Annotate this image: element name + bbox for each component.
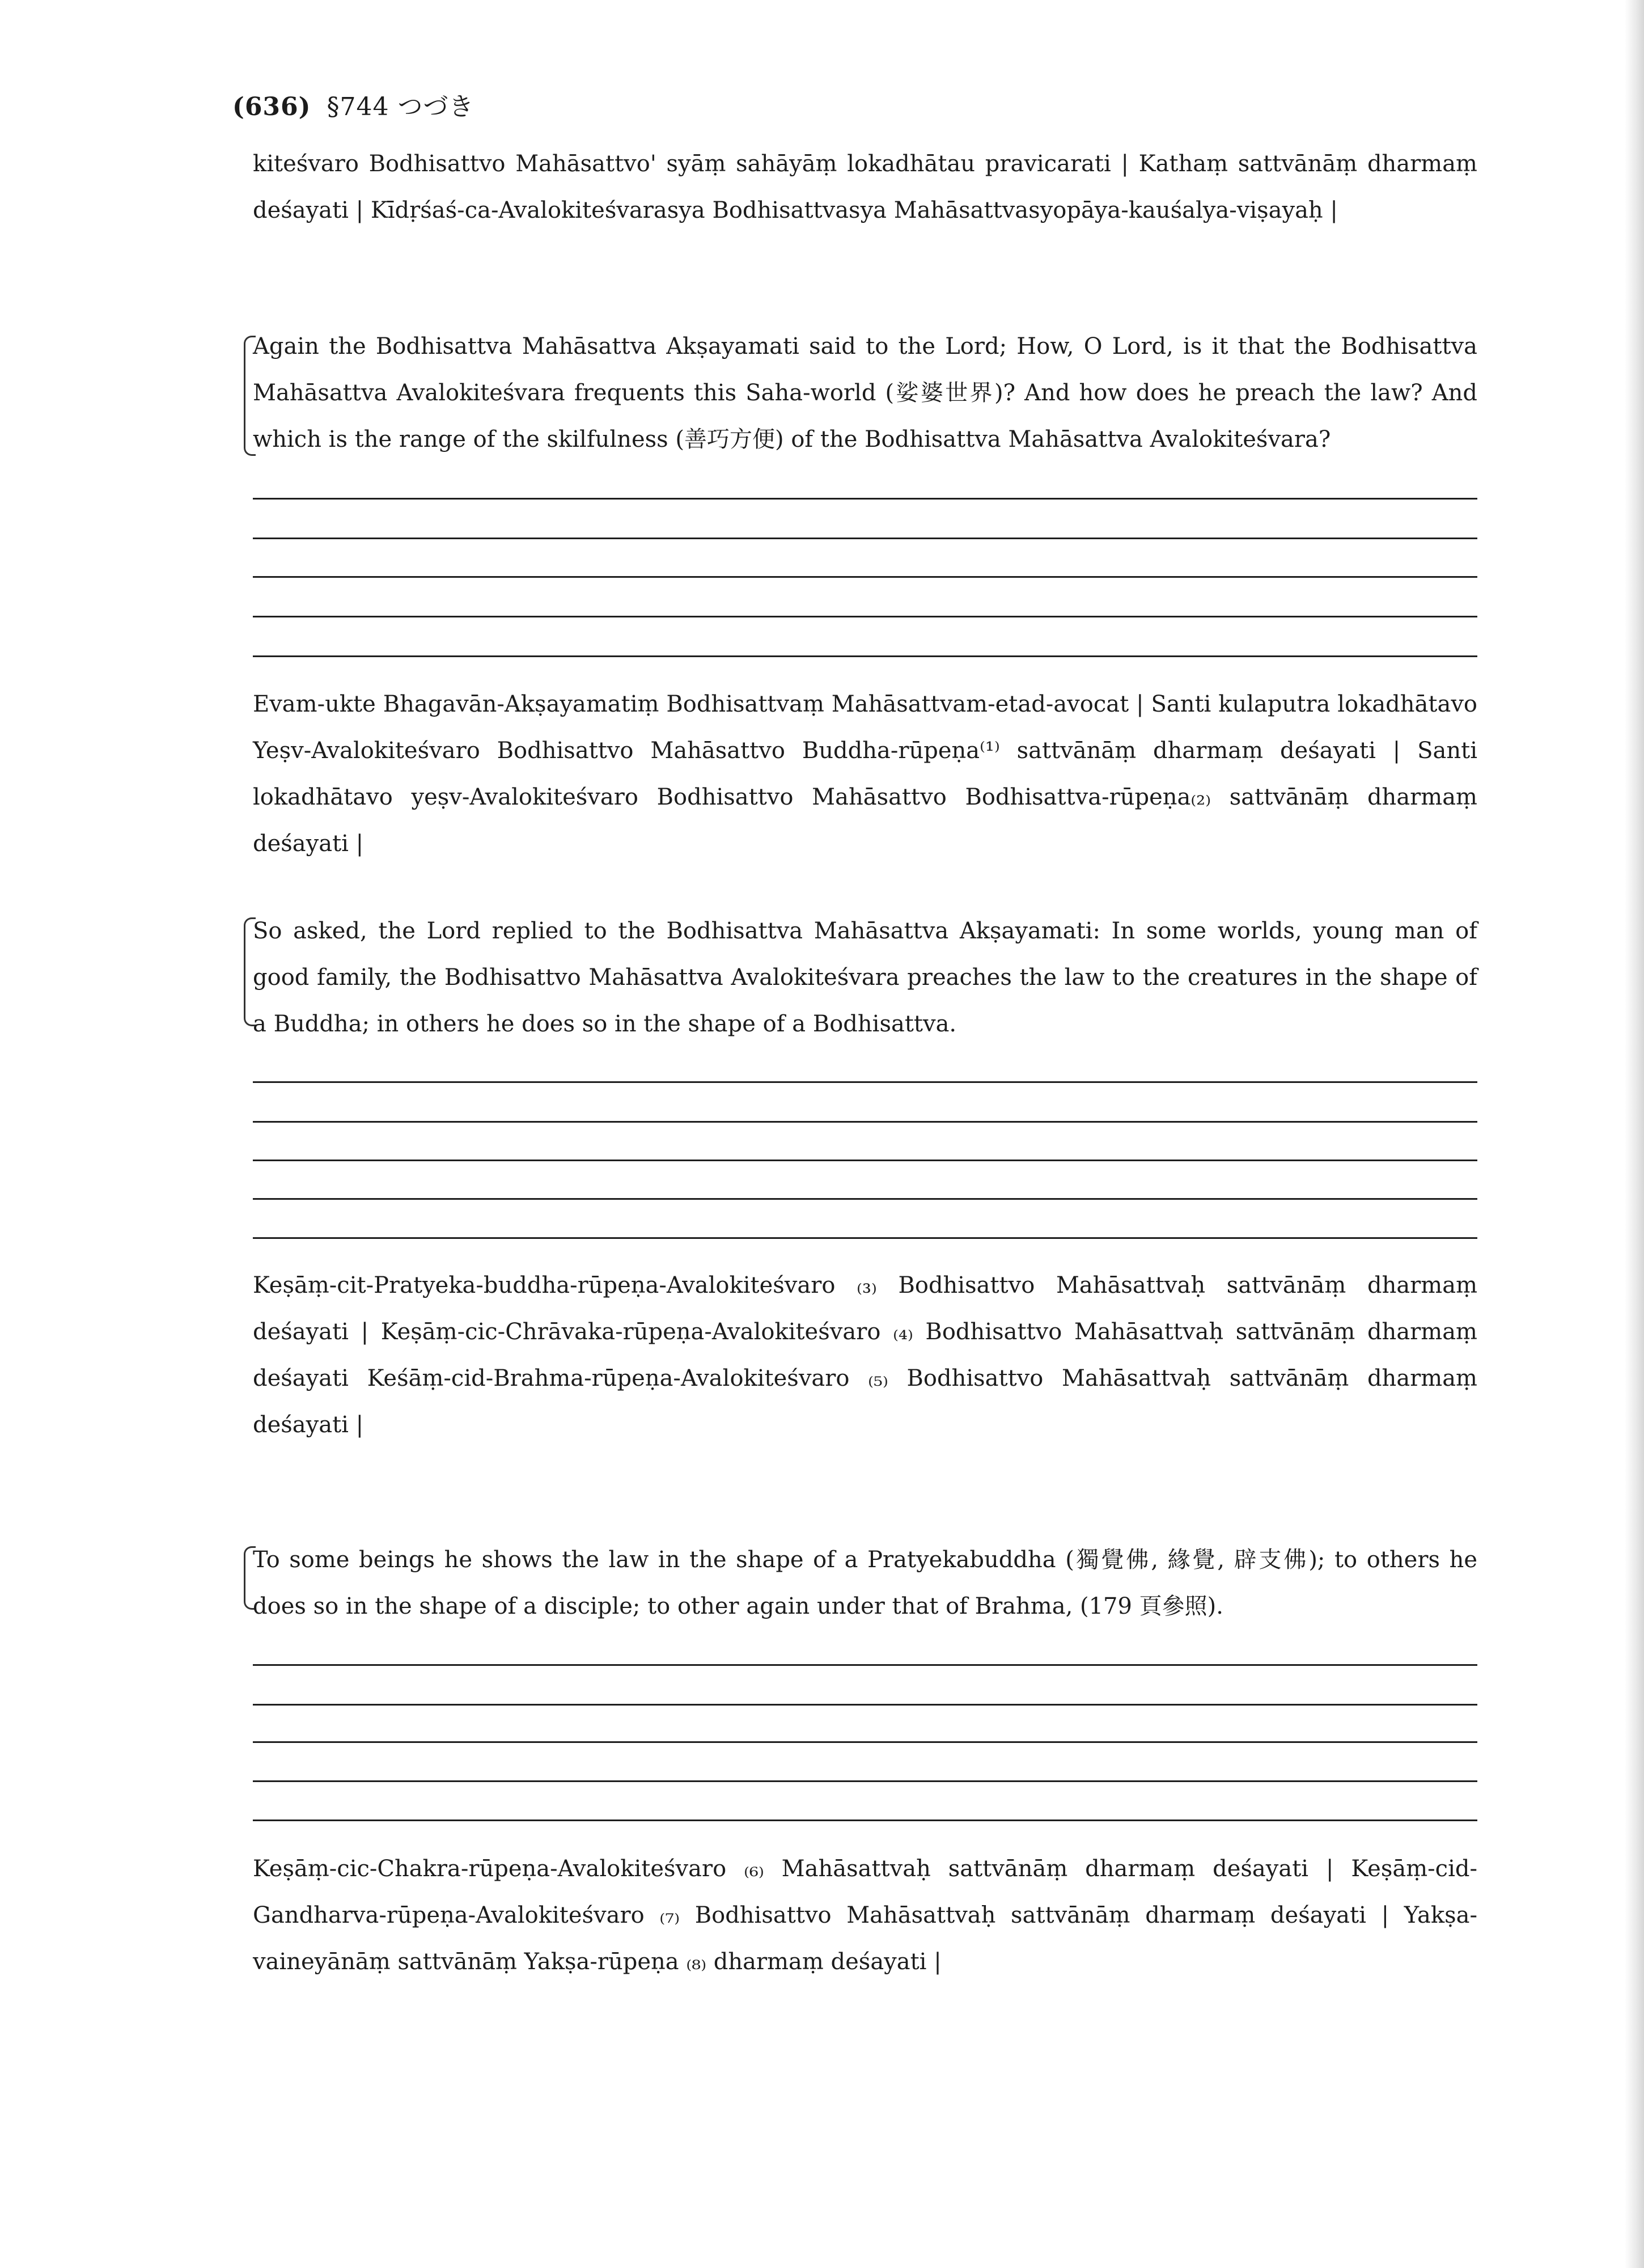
section-label: §744 つづき	[327, 92, 474, 121]
writing-line	[253, 1780, 1477, 1782]
sanskrit-text: Evam-ukte Bhagavān-Akṣayamatiṃ Bodhisattvaṃ Mahāsattvam-etad-avocat | Santi kulaputra lokadhātavo Yeṣv-Avalokiteśvaro Bodhisattvo Mahāsattvo Buddha-rūpeṇa⁽¹⁾ sattvānāṃ dharmaṃ deśayati | Santi lokadhātavo yeṣv-Avalokiteśvaro Bodhisattvo Mahāsattvo Bodhisattva-rūpeṇa₍₂₎ sattvānāṃ dharmaṃ deśayati |	[253, 691, 1477, 857]
writing-line	[253, 1160, 1477, 1161]
translation-paragraph-3	[253, 1537, 1477, 1630]
sanskrit-paragraph-1	[253, 141, 1477, 234]
writing-line	[253, 1198, 1477, 1200]
scan-edge-shadow	[1625, 0, 1644, 2268]
writing-line	[253, 1704, 1477, 1706]
writing-line	[253, 1820, 1477, 1821]
writing-line	[253, 538, 1477, 539]
writing-line	[253, 616, 1477, 617]
writing-line	[253, 1664, 1477, 1666]
page-header	[232, 86, 474, 122]
translation-text: So asked, the Lord replied to the Bodhisattva Mahāsattva Akṣayamati: In some worlds, young man of good family, the Bodhisattvo Mahāsattva Avalokiteśvara preaches the law to the creatures in the shape of a Buddha; in others he does so in the shape of a Bodhisattva.	[253, 918, 1477, 1037]
translation-text: To some beings he shows the law in the shape of a Pratyekabuddha (獨覺佛, 緣覺, 辟支佛); to others he does so in the shape of a disciple; to other again under that of Brahma, (179 頁參照).	[253, 1547, 1477, 1619]
writing-line	[253, 1237, 1477, 1239]
writing-line	[253, 1081, 1477, 1083]
writing-line	[253, 576, 1477, 578]
page-number: (636)	[232, 92, 311, 121]
sanskrit-text: Keṣāṃ-cit-Pratyeka-buddha-rūpeṇa-Avalokiteśvaro ₍₃₎ Bodhisattvo Mahāsattvaḥ sattvānāṃ dharmaṃ deśayati | Keṣāṃ-cic-Chrāvaka-rūpeṇa-Avalokiteśvaro ₍₄₎ Bodhisattvo Mahāsattvaḥ sattvānāṃ dharmaṃ deśayati Keśāṃ-cid-Brahma-rūpeṇa-Avalokiteśvaro ₍₅₎ Bodhisattvo Mahāsattvaḥ sattvānāṃ dharmaṃ deśayati |	[253, 1272, 1477, 1438]
writing-line	[253, 1741, 1477, 1743]
translation-text: Again the Bodhisattva Mahāsattva Akṣayamati said to the Lord; How, O Lord, is it that the Bodhisattva Mahāsattva Avalokiteśvara frequents this Saha-world (娑婆世界)? And how does he preach the law? And which is the range of the skilfulness (善巧方便) of the Bodhisattva Mahāsattva Avalokiteśvara?	[253, 333, 1477, 452]
writing-line	[253, 1121, 1477, 1123]
translation-paragraph-1	[253, 323, 1477, 463]
sanskrit-text: Keṣāṃ-cic-Chakra-rūpeṇa-Avalokiteśvaro ₍₆₎ Mahāsattvaḥ sattvānāṃ dharmaṃ deśayati | Keṣāṃ-cid-Gandharva-rūpeṇa-Avalokiteśvaro ₍₇₎ Bodhisattvo Mahāsattvaḥ sattvānāṃ dharmaṃ deśayati | Yakṣa-vaineyānāṃ sattvānāṃ Yakṣa-rūpeṇa ₍₈₎ dharmaṃ deśayati |	[253, 1856, 1477, 1975]
translation-paragraph-2	[253, 908, 1477, 1047]
sanskrit-paragraph-2	[253, 681, 1477, 867]
sanskrit-paragraph-4	[253, 1846, 1477, 1985]
sanskrit-paragraph-3	[253, 1262, 1477, 1448]
sanskrit-text: kiteśvaro Bodhisattvo Mahāsattvo' syāṃ sahāyāṃ lokadhātau pravicarati | Kathaṃ sattvānāṃ dharmaṃ deśayati | Kīdṛśaś-ca-Avalokiteśvarasya Bodhisattvasya Mahāsattvasyopāya-kauśalya-viṣayaḥ |	[253, 151, 1477, 223]
writing-line	[253, 655, 1477, 657]
writing-line	[253, 498, 1477, 500]
